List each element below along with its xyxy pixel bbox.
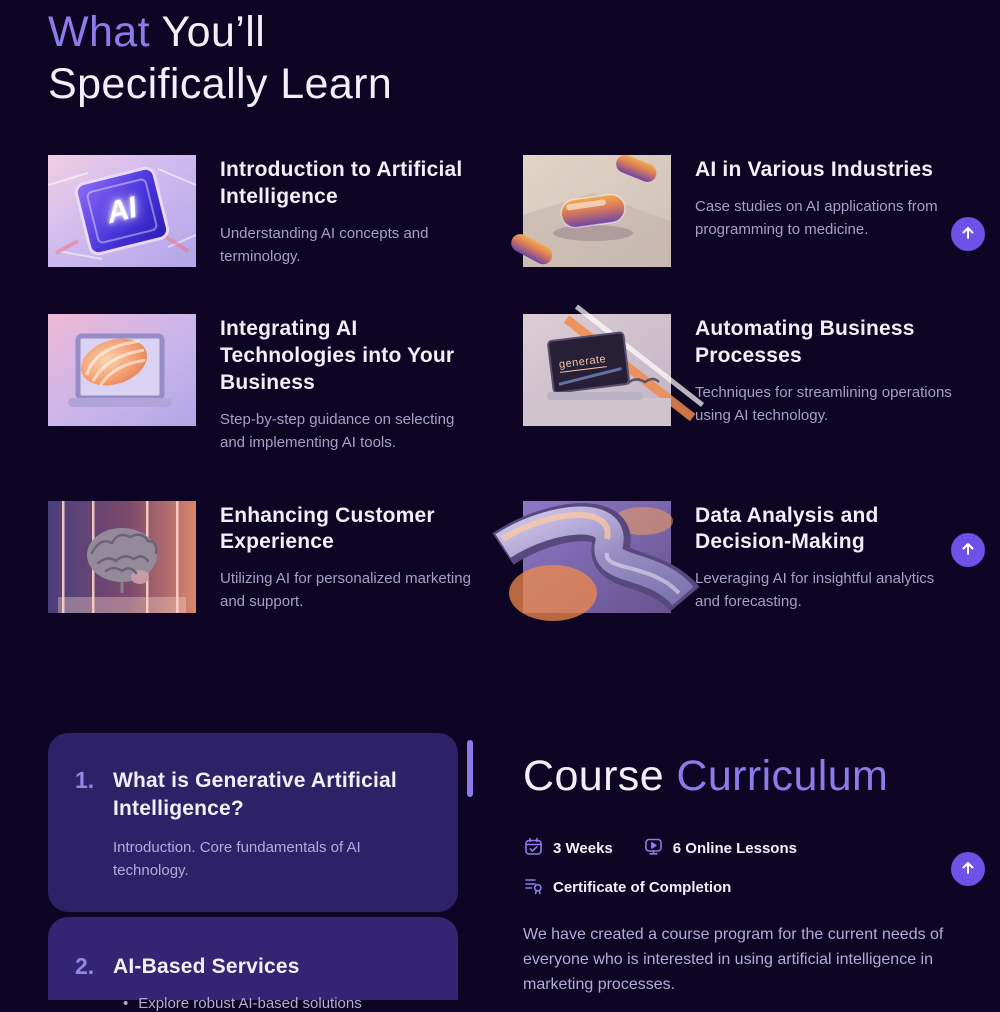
curved-ribbon-image [523, 501, 671, 613]
learn-item-title: Data Analysis and Decision-Making [695, 503, 879, 554]
brain-image [48, 501, 196, 613]
lesson-title: What is Generative Artificial Intelligence? [113, 769, 397, 820]
curriculum-title-accent: Curriculum [676, 752, 889, 800]
lesson-number: 1. [75, 767, 95, 793]
learn-item-description: Step-by-step guidance on selecting and implementing AI tools. [220, 410, 455, 451]
learn-section-title [48, 6, 468, 111]
curriculum-section-title [523, 752, 888, 801]
lesson-bullet-text: Explore robust AI-based solutions [138, 994, 362, 1012]
learn-item-text [695, 501, 952, 614]
bullet-marker: • [123, 994, 129, 1012]
learn-item-title: Enhancing Customer Experience [220, 503, 435, 554]
learn-item-description: Case studies on AI applications from programming to medicine. [695, 197, 938, 238]
lesson-number: 2. [75, 953, 95, 979]
lesson-card-1[interactable] [48, 733, 458, 912]
learn-item-description: Leveraging AI for insightful analytics and forecasting. [695, 570, 935, 611]
ai-chip-label: AI [103, 190, 141, 231]
lesson-description: Introduction. Core fundamentals of AI technology. [113, 839, 361, 879]
curriculum-title-main: Course [523, 752, 665, 800]
learn-item-title: Automating Business Processes [695, 317, 915, 368]
scroll-to-top-button[interactable] [951, 217, 985, 251]
meta-lessons-label: 6 Online Lessons [672, 840, 797, 857]
lesson-title: AI-Based Services [113, 955, 300, 978]
arrow-up-icon [959, 224, 977, 245]
learn-item-title: Integrating AI Technologies into Your Business [220, 317, 455, 395]
learn-item-automating [523, 314, 952, 427]
learn-item-intro-ai [48, 155, 478, 268]
learn-item-text [695, 314, 952, 427]
curriculum-description: We have created a course program for the current needs of everyone who is interested in using artificial intelligence in marketing processes. [523, 926, 944, 994]
meta-duration-label: 3 Weeks [553, 840, 613, 857]
online-lessons-icon [643, 836, 664, 861]
learn-item-text [220, 501, 478, 614]
learn-item-description: Techniques for streamlining operations using AI technology. [695, 384, 952, 424]
learn-item-description: Utilizing AI for personalized marketing and support. [220, 570, 471, 611]
capsule-pills-image [523, 155, 671, 267]
learn-item-industries [523, 155, 952, 267]
learn-section-title-rest: You’ll Specifically Learn [48, 8, 393, 109]
learn-item-title: AI in Various Industries [695, 158, 934, 181]
meta-duration [523, 836, 613, 861]
learn-item-description: Understanding AI concepts and terminology. [220, 224, 429, 265]
ai-chip-image [48, 155, 196, 267]
lesson-bullet [123, 995, 428, 1012]
laptop-generate-image [523, 314, 671, 426]
lessons-scrollbar-thumb[interactable] [467, 740, 473, 797]
calendar-icon [523, 836, 544, 861]
learn-item-text [220, 314, 478, 454]
learn-section-title-accent: What [48, 8, 150, 56]
certificate-icon [523, 875, 544, 900]
scroll-to-top-button[interactable] [951, 533, 985, 567]
learn-item-integrating [48, 314, 478, 454]
lesson-card-2[interactable] [48, 917, 458, 1012]
learn-item-data-analysis [523, 501, 952, 614]
learn-item-customer-experience [48, 501, 478, 614]
meta-lessons [643, 836, 797, 861]
learn-item-text [220, 155, 478, 268]
arrow-up-icon [959, 540, 977, 561]
learn-item-text [695, 155, 952, 241]
curriculum-meta [523, 836, 968, 900]
laptop-screen-label: generate [558, 353, 607, 372]
meta-certificate [523, 875, 731, 900]
laptop-flower-image [48, 314, 196, 426]
learn-items-grid [48, 155, 952, 614]
meta-certificate-label: Certificate of Completion [553, 879, 732, 896]
learn-item-title: Introduction to Artificial Intelligence [220, 158, 463, 208]
